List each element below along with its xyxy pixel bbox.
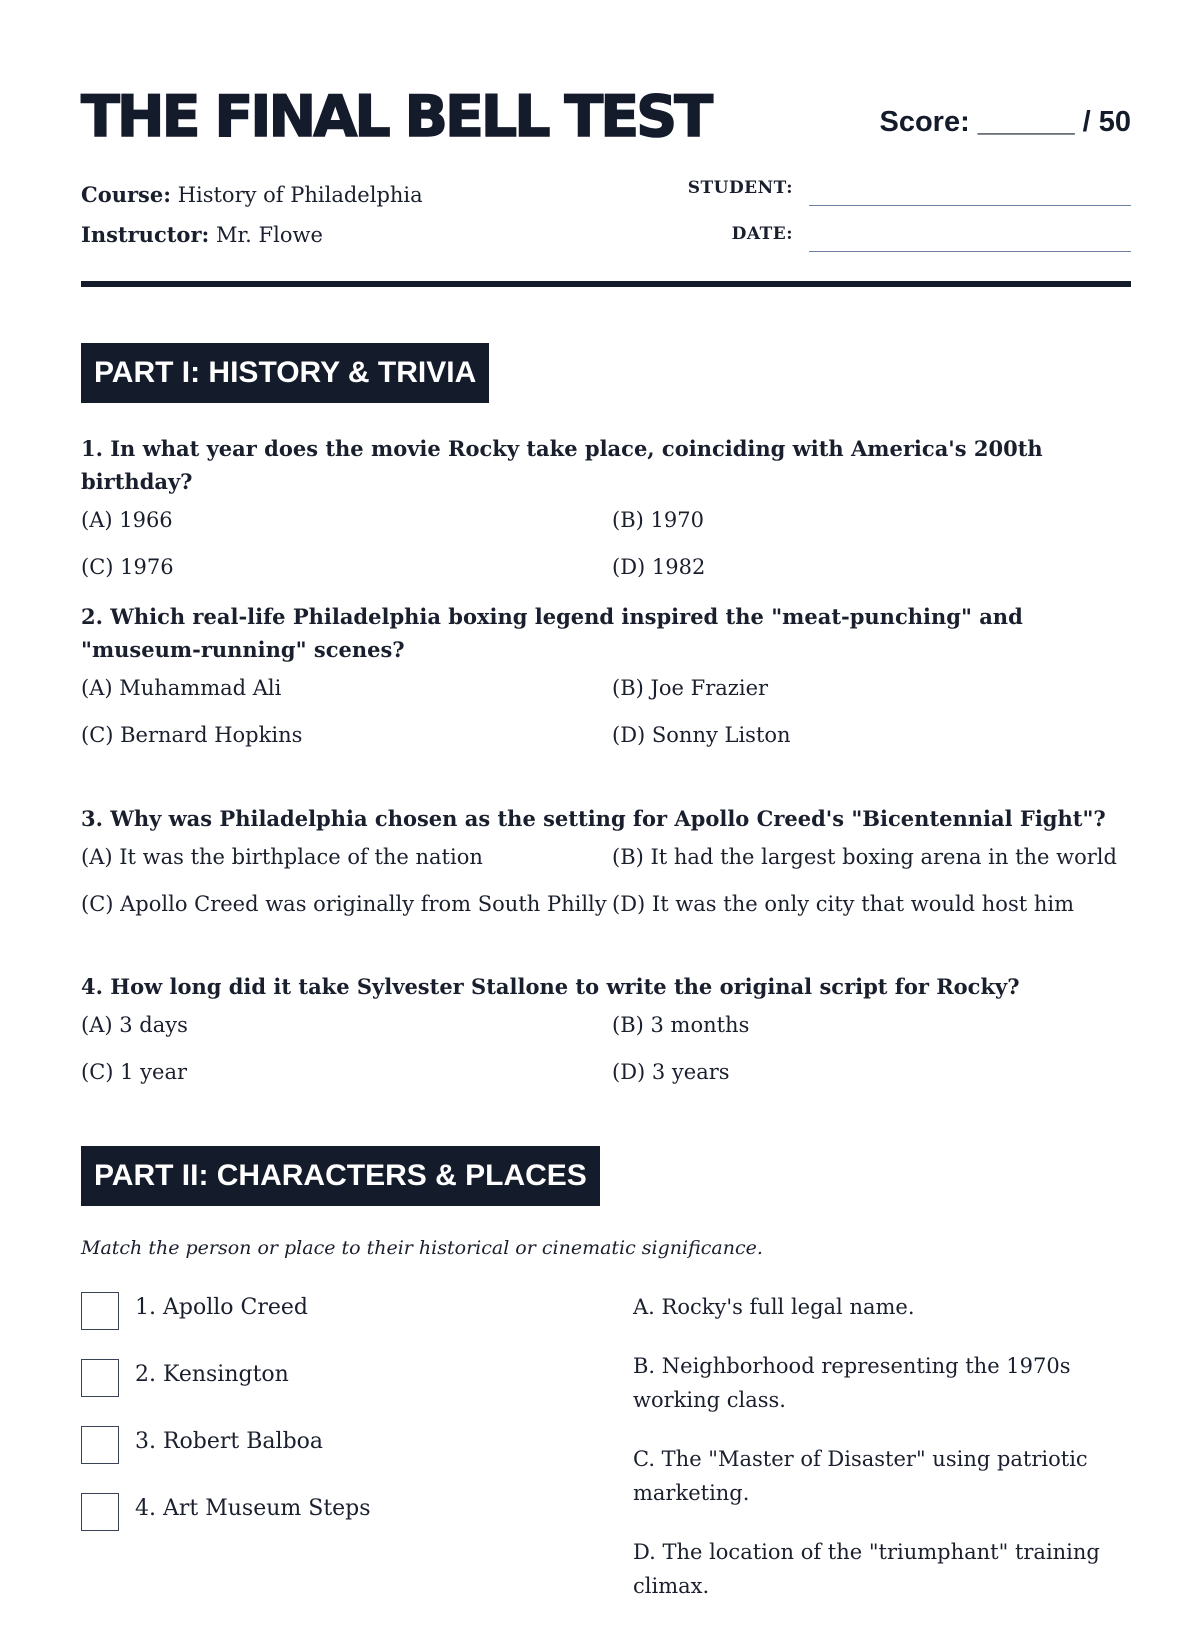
option-b[interactable]: (B) Joe Frazier bbox=[612, 676, 769, 700]
course-label: Course: bbox=[81, 182, 171, 207]
option-b[interactable]: (B) 1970 bbox=[612, 508, 704, 532]
option-c[interactable]: (C) Bernard Hopkins bbox=[81, 723, 303, 747]
question-text: 3. Why was Philadelphia chosen as the setting for Apollo Creed's "Bicentennial Fight"? bbox=[81, 806, 1106, 831]
option-c[interactable]: (C) 1 year bbox=[81, 1060, 188, 1084]
answer-box[interactable] bbox=[81, 1493, 119, 1531]
definition-c: C. The "Master of Disaster" using patriotic marketing. bbox=[633, 1447, 1088, 1505]
question-4 bbox=[81, 970, 1131, 1104]
option-c[interactable]: (C) Apollo Creed was originally from South Philly bbox=[81, 892, 607, 916]
options bbox=[81, 673, 1131, 767]
option-d[interactable]: (D) It was the only city that would host him bbox=[612, 892, 1074, 916]
course-value: History of Philadelphia bbox=[177, 183, 423, 207]
question-text: 1. In what year does the movie Rocky take place, coinciding with America's 200th birthday? bbox=[81, 436, 1043, 494]
match-item bbox=[81, 1426, 581, 1493]
question-text: 4. How long did it take Sylvester Stallone to write the original script for Rocky? bbox=[81, 974, 1020, 999]
option-b[interactable]: (B) It had the largest boxing arena in the world bbox=[612, 845, 1117, 869]
option-a[interactable]: (A) 3 days bbox=[81, 1013, 188, 1037]
option-c[interactable]: (C) 1976 bbox=[81, 555, 174, 579]
definition-b: B. Neighborhood representing the 1970s working class. bbox=[633, 1354, 1071, 1412]
option-d[interactable]: (D) 1982 bbox=[612, 555, 706, 579]
score-field: Score: ______ / 50 bbox=[879, 106, 1131, 138]
options bbox=[81, 842, 1131, 936]
header-divider bbox=[81, 281, 1131, 287]
date-field[interactable] bbox=[809, 251, 1131, 252]
date-line bbox=[691, 222, 1131, 268]
answer-box[interactable] bbox=[81, 1359, 119, 1397]
option-d[interactable]: (D) 3 years bbox=[612, 1060, 730, 1084]
instructor-label: Instructor: bbox=[81, 222, 210, 247]
match-definitions bbox=[633, 1290, 1103, 1628]
options bbox=[81, 1010, 1131, 1104]
instructor-line bbox=[81, 215, 423, 255]
options bbox=[81, 505, 1131, 599]
option-b[interactable]: (B) 3 months bbox=[612, 1013, 750, 1037]
student-label: STUDENT: bbox=[687, 178, 793, 198]
option-a[interactable]: (A) It was the birthplace of the nation bbox=[81, 845, 483, 869]
date-label: DATE: bbox=[731, 224, 793, 244]
definition-a: A. Rocky's full legal name. bbox=[633, 1295, 915, 1319]
page-title: THE FINAL BELL TEST bbox=[81, 84, 711, 150]
matching-instructions: Match the person or place to their historical or cinematic significance. bbox=[81, 1237, 763, 1259]
answer-box[interactable] bbox=[81, 1426, 119, 1464]
question-text: 2. Which real-life Philadelphia boxing legend inspired the "meat-punching" and "museum-running" scenes? bbox=[81, 604, 1023, 662]
option-a[interactable]: (A) Muhammad Ali bbox=[81, 676, 282, 700]
part-1-heading: PART I: HISTORY & TRIVIA bbox=[81, 343, 489, 403]
option-a[interactable]: (A) 1966 bbox=[81, 508, 173, 532]
question-2 bbox=[81, 600, 1131, 767]
header bbox=[81, 84, 1131, 150]
course-line bbox=[81, 175, 423, 215]
course-info bbox=[81, 175, 423, 255]
definition-d: D. The location of the "triumphant" training climax. bbox=[633, 1540, 1100, 1598]
match-item-label: 2. Kensington bbox=[135, 1362, 289, 1387]
option-d[interactable]: (D) Sonny Liston bbox=[612, 723, 791, 747]
part-2-heading: PART II: CHARACTERS & PLACES bbox=[81, 1146, 600, 1206]
match-item bbox=[81, 1359, 581, 1426]
instructor-value: Mr. Flowe bbox=[215, 223, 323, 247]
match-item-label: 1. Apollo Creed bbox=[135, 1295, 308, 1320]
match-item bbox=[81, 1493, 581, 1560]
match-item-label: 3. Robert Balboa bbox=[135, 1429, 324, 1454]
answer-box[interactable] bbox=[81, 1292, 119, 1330]
student-name-field[interactable] bbox=[809, 205, 1131, 206]
match-items bbox=[81, 1292, 581, 1560]
match-item bbox=[81, 1292, 581, 1359]
match-item-label: 4. Art Museum Steps bbox=[135, 1496, 371, 1521]
student-info bbox=[687, 176, 1131, 268]
question-3 bbox=[81, 802, 1131, 936]
student-line bbox=[687, 176, 1131, 222]
question-1 bbox=[81, 432, 1131, 599]
